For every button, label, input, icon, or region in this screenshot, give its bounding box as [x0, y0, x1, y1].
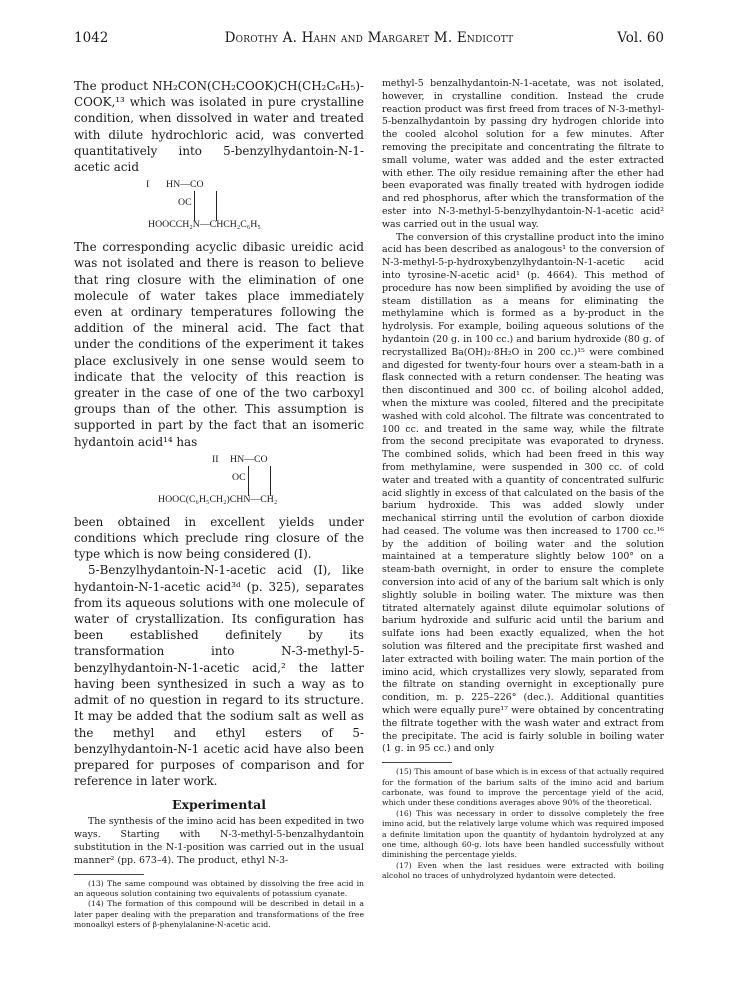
- footnote-14: (14) The formation of this compound will be described in detail in a later paper dealing with the preparation and transformations of the free monoalkyl esters of β-phenylalanine-N-acetic acid.: [74, 899, 364, 930]
- page-header: [74, 30, 664, 50]
- right-column: [382, 78, 664, 882]
- bond-line: [194, 191, 195, 221]
- paragraph-ring-closure: been obtained in excellent yields under conditions which preclude ring closure of the type which is now being considered (I).: [74, 514, 364, 562]
- formula-oc: OC: [178, 197, 192, 209]
- running-head: Dorothy A. Hahn and Margaret M. Endicott: [224, 30, 514, 46]
- footnote-16: (16) This was necessary in order to dissolve completely the free imino acid, but the relatively large volume which was required imposed a definite limitation upon the quantity of hydantoin hydrolyzed at any one time, although 60-g. lots have been handled successfully without diminishing the percentage yields.: [382, 808, 664, 860]
- formula-bottom-chain: HOOCCH₂N—CHCH₂C₆H₅: [148, 219, 261, 231]
- paragraph-conversion: The conversion of this crystalline product into the imino acid has been described as analogous¹ to the conversion of N-3-methyl-5-p-hydroxybenzylhydantoin-N-1-acetic acid into tyrosine-N-acetic acid¹ (p. 4664). This method of procedure has now been simplified by avoiding the use of steam distillation as a means for eliminating the methylamine which is formed as a by-product in the hydrolysis. For example, boiling aqueous solutions of the hydantoin (20 g. in 100 cc.) and barium hydroxide (80 g. of recrystallized Ba(OH)₂·8H₂O in 200 cc.)¹⁵ were combined and digested for twenty-four hours over a steam-bath in a flask connected with a return condenser. The heating was then discontinued and 300 cc. of boiling alcohol added, when the mixture was cooled, filtered and the precipitate washed with cold alcohol. The filtrate was concentrated to 100 cc. and treated in the same way, while the filtrate from the second precipitate was evaporated to dryness. The combined solids, which had been freed in this way from methylamine, were suspended in 300 cc. of cold water and treated with a quantity of concentrated sulfuric acid slightly in excess of that calculated on the basis of the barium hydroxide. This was added slowly under mechanical stirring until the evolution of carbon dioxide had ceased. The volume was then increased to 1700 cc.¹⁶ by the addition of boiling water and the solution maintained at a temperature slightly below 100° on a steam-bath overnight, in order to ensure the complete conversion into acid of any of the barium salt which is only slightly soluble in boiling water. The mixture was then titrated alternately against dilute equimolar solutions of barium hydroxide and sulfuric acid until the barium and sulfate ions had been exactly equalized, when the hot solution was filtered and the precipitate first washed and later extracted with boiling water. The main portion of the imino acid, which crystallizes very slowly, separated from the filtrate on standing overnight in exceptionally pure condition, m. p. 225–226° (dec.). Additional quantities which were equally pure¹⁷ were obtained by concentrating the filtrate together with the wash water and extract from the precipitate. The acid is fairly soluble in boiling water (1 g. in 95 cc.) and only: [382, 231, 664, 755]
- paragraph-ester: methyl-5 benzalhydantoin-N-1-acetate, was not isolated, however, in crystalline condition. Instead the crude reaction product was first freed from traces of N-3-methyl-5-benzalhydantoin by passing dry hydrogen chloride into the cooled alcohol solution for a few minutes. After removing the precipitate and concentrating the filtrate to small volume, water was added and the ester extracted with ether. The oily residue remaining after the ether had been evaporated was finally treated with hydrogen iodide and red phosphorus, after which the transformation of the ester into N-3-methyl-5-benzylhydantoin-N-1-acetic acid² was carried out in the usual way.: [382, 78, 664, 230]
- formula-bottom-chain: HOOC(C₆H₅CH₂)CHN—CH₂: [158, 493, 278, 505]
- bond-line: [270, 466, 271, 496]
- bond-line: [248, 466, 249, 496]
- formula-oc: OC: [232, 471, 246, 483]
- footnote-17: (17) Even when the last residues were extracted with boiling alcohol no traces of unhydrolyzed hydantoin were detected.: [382, 860, 664, 881]
- structural-formula-ii: [74, 452, 364, 510]
- footnote-rule: [382, 762, 452, 763]
- formula-hn-co: HN—CO: [230, 453, 268, 465]
- footnote-15: (15) This amount of base which is in excess of that actually required for the formation of the barium salts of the imino acid and barium carbonate, was found to improve the percentage yield of the acid, which under these conditions averages above 90% of the theoretical.: [382, 767, 664, 808]
- footnote-rule: [74, 874, 144, 875]
- structural-formula-i: [74, 177, 364, 235]
- formula-label: II: [212, 453, 219, 465]
- formula-hn-co: HN—CO: [166, 179, 204, 191]
- volume-label: Vol. 60: [617, 30, 664, 46]
- paragraph-product: The product NH₂CON(CH₂COOK)CH(CH₂C₆H₅)-COOK,¹³ which was isolated in pure crystalline condition, when dissolved in water and treated with dilute hydrochloric acid, was converted quantitatively into 5-benzylhydantoin-N-1-acetic acid: [74, 79, 364, 175]
- paragraph-synthesis: The synthesis of the imino acid has been expedited in two ways. Starting with N-3-methyl-5-benzalhydantoin substitution in the N-1-position was carried out in the usual manner² (pp. 673–4). The product, ethyl N-3-: [74, 816, 364, 866]
- bond-line: [216, 191, 217, 221]
- paragraph-benzylhydantoin: 5-Benzylhydantoin-N-1-acetic acid (I), like hydantoin-N-1-acetic acid³ᵈ (p. 325), separates from its aqueous solutions with one molecule of water of crystallization. Its configuration has been established definitely by its transformation into N-3-methyl-5-benzylhydantoin-N-1-acetic acid,² the latter having been synthesized in such a way as to admit of no question in regard to its structure. It may be added that the sodium salt as well as the methyl and ethyl esters of 5-benzylhydantoin-N-1 acetic acid have also been prepared for purposes of comparison and for reference in later work.: [74, 563, 364, 789]
- section-title: Experimental: [172, 797, 266, 813]
- footnote-13: (13) The same compound was obtained by dissolving the free acid in an aqueous solution containing two equivalents of potassium cyanate.: [74, 878, 364, 898]
- left-column: [74, 78, 364, 931]
- paragraph-acyclic: The corresponding acyclic dibasic ureidic acid was not isolated and there is reason to believe that ring closure with the elimination of one molecule of water takes place immediately even at ordinary temperatures following the addition of the mineral acid. The fact that under the conditions of the experiment it takes place exclusively in one sense would seem to indicate that the velocity of this reaction is greater in the case of one of the two carboxyl groups than of the other. This assumption is supported in part by the fact that an isomeric hydantoin acid¹⁴ has: [74, 240, 364, 449]
- page-number: 1042: [74, 30, 109, 46]
- formula-label: I: [146, 179, 150, 191]
